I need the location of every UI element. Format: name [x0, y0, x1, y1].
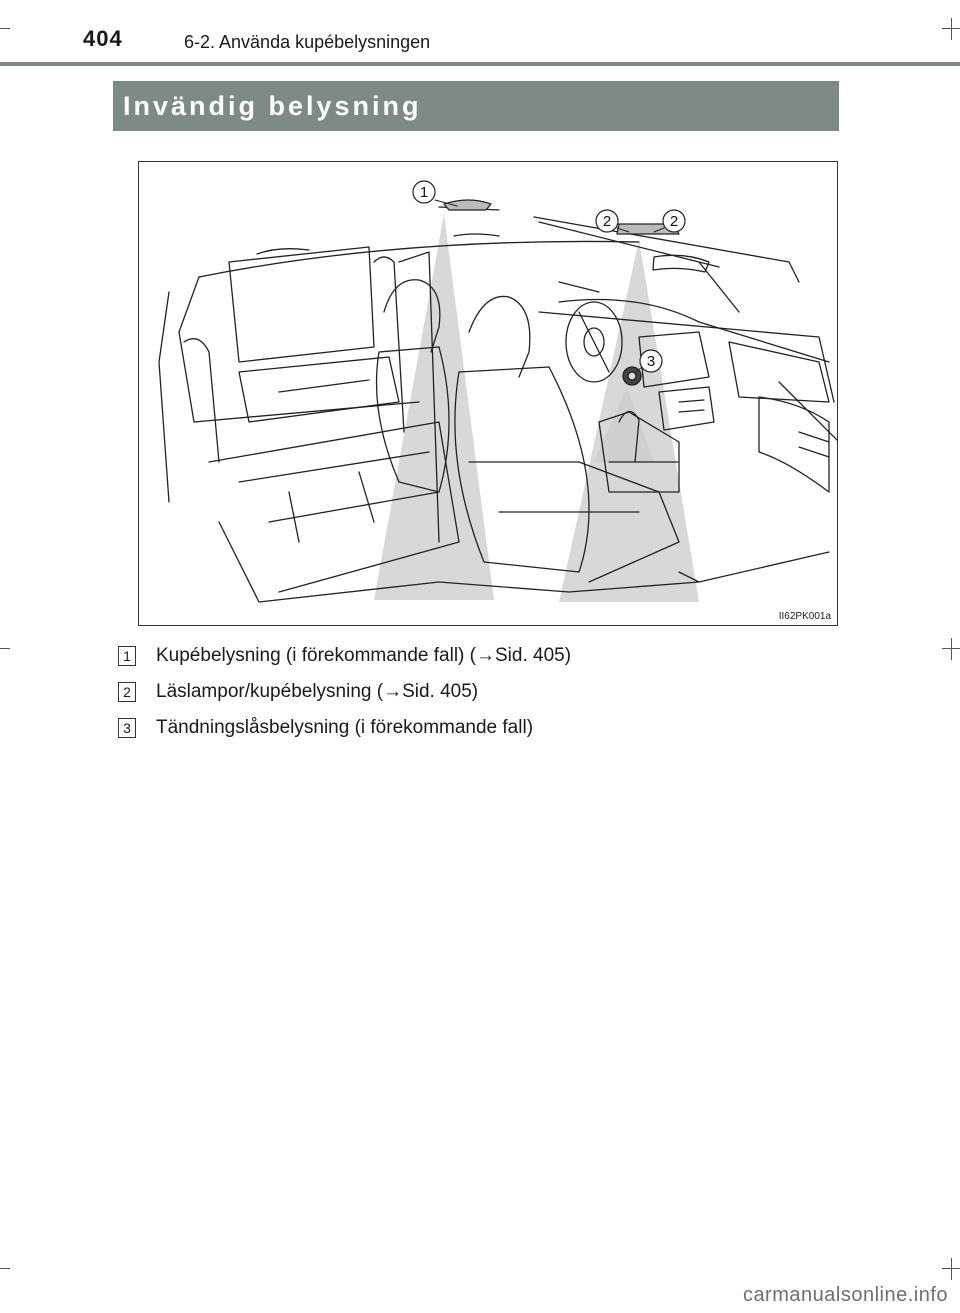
callout-2b: 2 [669, 213, 679, 230]
legend [118, 638, 838, 746]
interior-illustration [138, 161, 838, 626]
page-number: 404 [83, 26, 123, 51]
legend-number: 2 [118, 682, 136, 702]
legend-item [118, 674, 838, 710]
legend-item [118, 710, 838, 746]
legend-number: 1 [118, 646, 136, 666]
legend-item [118, 638, 838, 674]
section-title: Invändig belysning [113, 81, 839, 131]
crop-mark [0, 1268, 10, 1269]
crop-mark [0, 28, 10, 29]
legend-text: Läslampor/kupébelysning (→Sid. 405) [156, 681, 479, 702]
callout-2a: 2 [602, 213, 612, 230]
header-rule [0, 62, 960, 66]
crop-mark [951, 638, 952, 660]
crop-mark [951, 18, 952, 40]
chapter-title: 6-2. Använda kupébelysningen [184, 32, 431, 52]
callout-3: 3 [646, 353, 656, 370]
crop-mark [951, 1258, 952, 1280]
figure-code: II62PK001a [778, 611, 831, 622]
legend-number: 3 [118, 718, 136, 738]
legend-text: Tändningslåsbelysning (i förekommande fall) [156, 717, 534, 738]
callout-1: 1 [419, 184, 429, 201]
legend-text: Kupébelysning (i förekommande fall) (→Sid. 405) [156, 645, 572, 666]
watermark: carmanualsonline.info [742, 1284, 948, 1306]
crop-mark [0, 648, 10, 649]
